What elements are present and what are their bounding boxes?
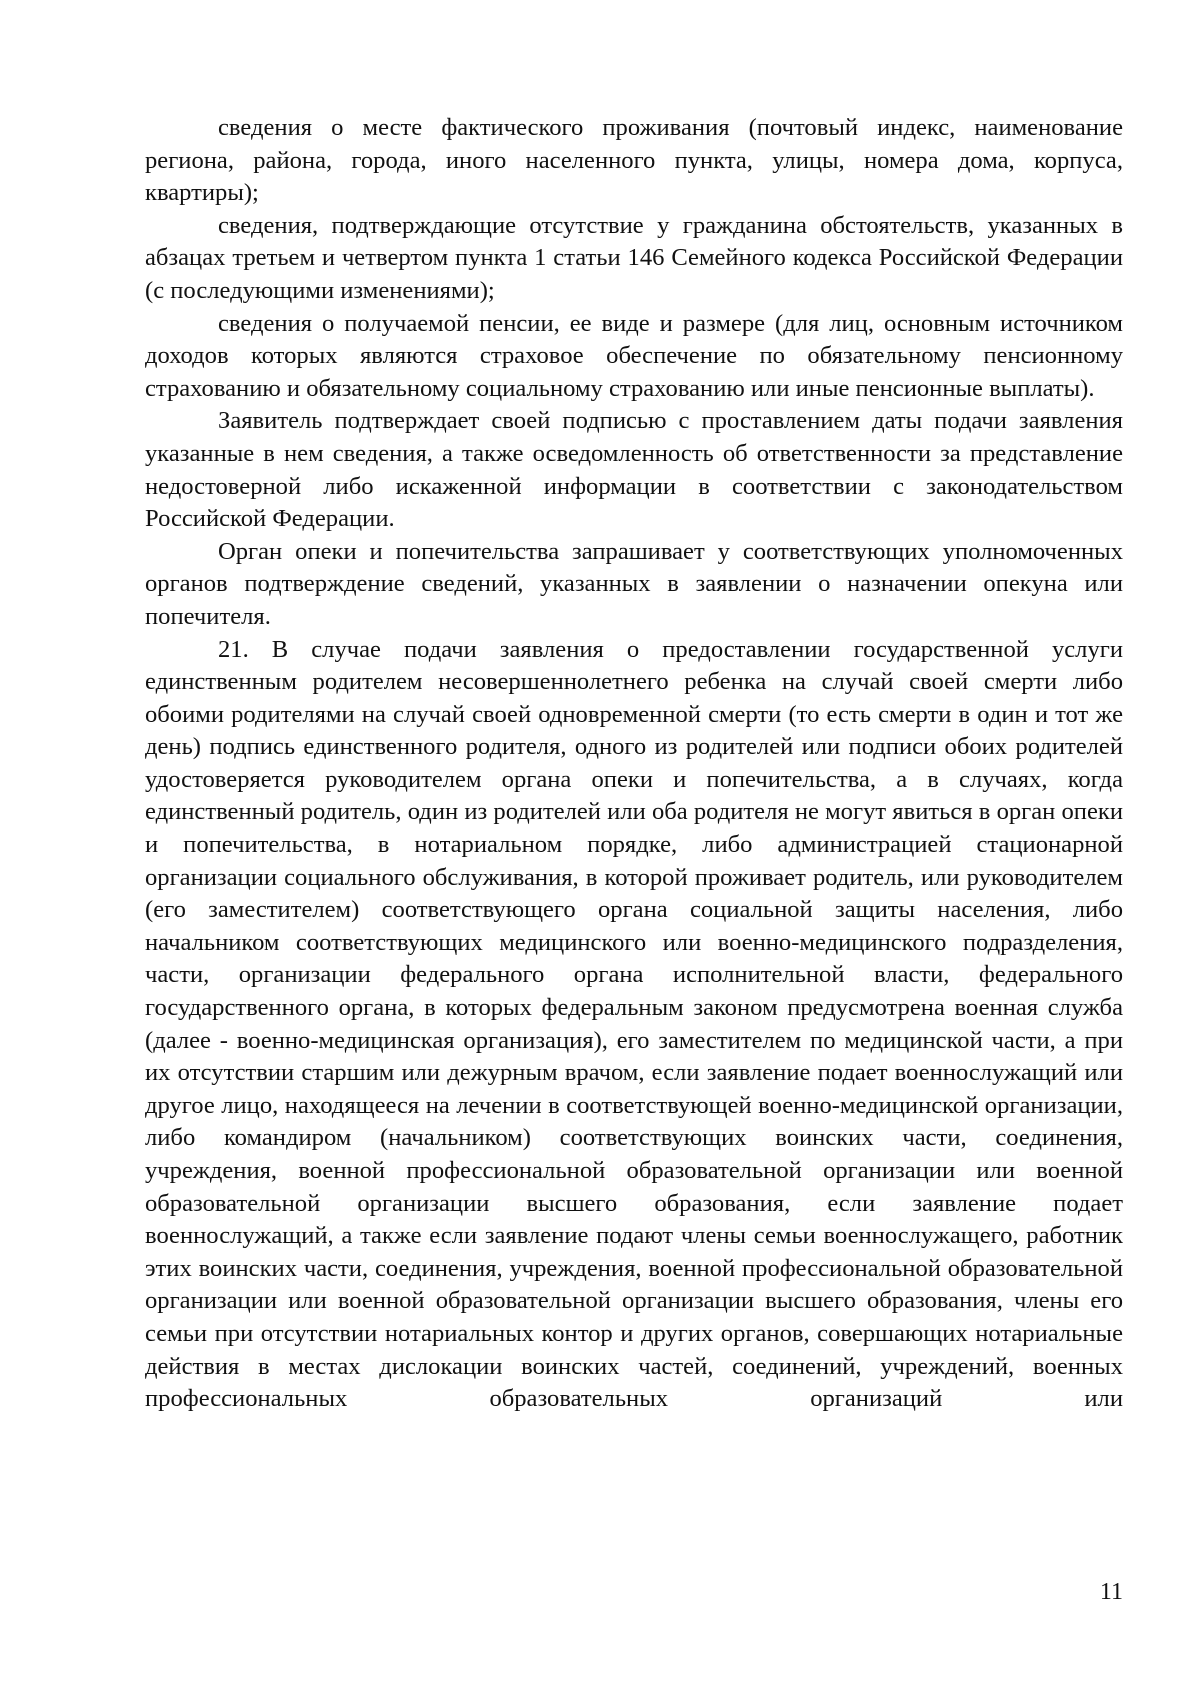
paragraph-absence-circumstances: сведения, подтверждающие отсутствие у гражданина обстоятельств, указанных в абзацах третьем и четвертом пункта 1 статьи 146 Семейного кодекса Российской Федерации (с последующими изменениями); xyxy=(145,211,1123,304)
paragraph-residence-info: сведения о месте фактического проживания (почтовый индекс, наименование региона, района, города, иного населенного пункта, улицы, номера дома, корпуса, квартиры); xyxy=(145,114,1123,207)
document-body xyxy=(145,112,1123,1416)
paragraph-guardianship-request: Орган опеки и попечительства запрашивает у соответствующих уполномоченных органов подтверждение сведений, указанных в заявлении о назначении опекуна или попечителя. xyxy=(145,537,1123,630)
page-number: 11 xyxy=(1099,1579,1123,1605)
paragraph-applicant-confirmation: Заявитель подтверждает своей подписью с проставлением даты подачи заявления указанные в нем сведения, а также осведомленность об ответственности за представление недостоверной либо искаженной информации в соответствии с законодательством Российской Федерации. xyxy=(145,407,1123,533)
paragraph-pension-info: сведения о получаемой пенсии, ее виде и размере (для лиц, основным источником доходов которых являются страховое обеспечение по обязательному пенсионному страхованию и обязательному социальному страхованию или иные пенсионные выплаты). xyxy=(145,309,1123,402)
paragraph-clause-21: 21. В случае подачи заявления о предоставлении государственной услуги единственным родителем несовершеннолетнего ребенка на случай своей смерти либо обоими родителями на случай своей одновременной смерти (то есть смерти в один и тот же день) подпись единственного родителя, одного из родителей или подписи обоих родителей удостоверяется руководителем органа опеки и попечительства, а в случаях, когда единственный родитель, один из родителей или оба родителя не могут явиться в орган опеки и попечительства, в нотариальном порядке, либо администрацией стационарной организации социального обслуживания, в которой проживает родитель, или руководителем (его заместителем) соответствующего органа социальной защиты населения, либо начальником соответствующих медицинского или военно-медицинского подразделения, части, организации федерального органа исполнительной власти, федерального государственного органа, в которых федеральным законом предусмотрена военная служба (далее - военно-медицинская организация), его заместителем по медицинской части, а при их отсутствии старшим или дежурным врачом, если заявление подает военнослужащий или другое лицо, находящееся на лечении в соответствующей военно-медицинской организации, либо командиром (начальником) соответствующих воинских части, соединения, учреждения, военной профессиональной образовательной организации или военной образовательной организации высшего образования, если заявление подает военнослужащий, а также если заявление подают члены семьи военнослужащего, работник этих воинских части, соединения, учреждения, военной профессиональной образовательной организации или военной образовательной организации высшего образования, члены его семьи при отсутствии нотариальных контор и других органов, совершающих нотариальные действия в местах дислокации воинских частей, соединений, учреждений, военных профессиональных образовательных организаций или xyxy=(145,635,1123,1413)
